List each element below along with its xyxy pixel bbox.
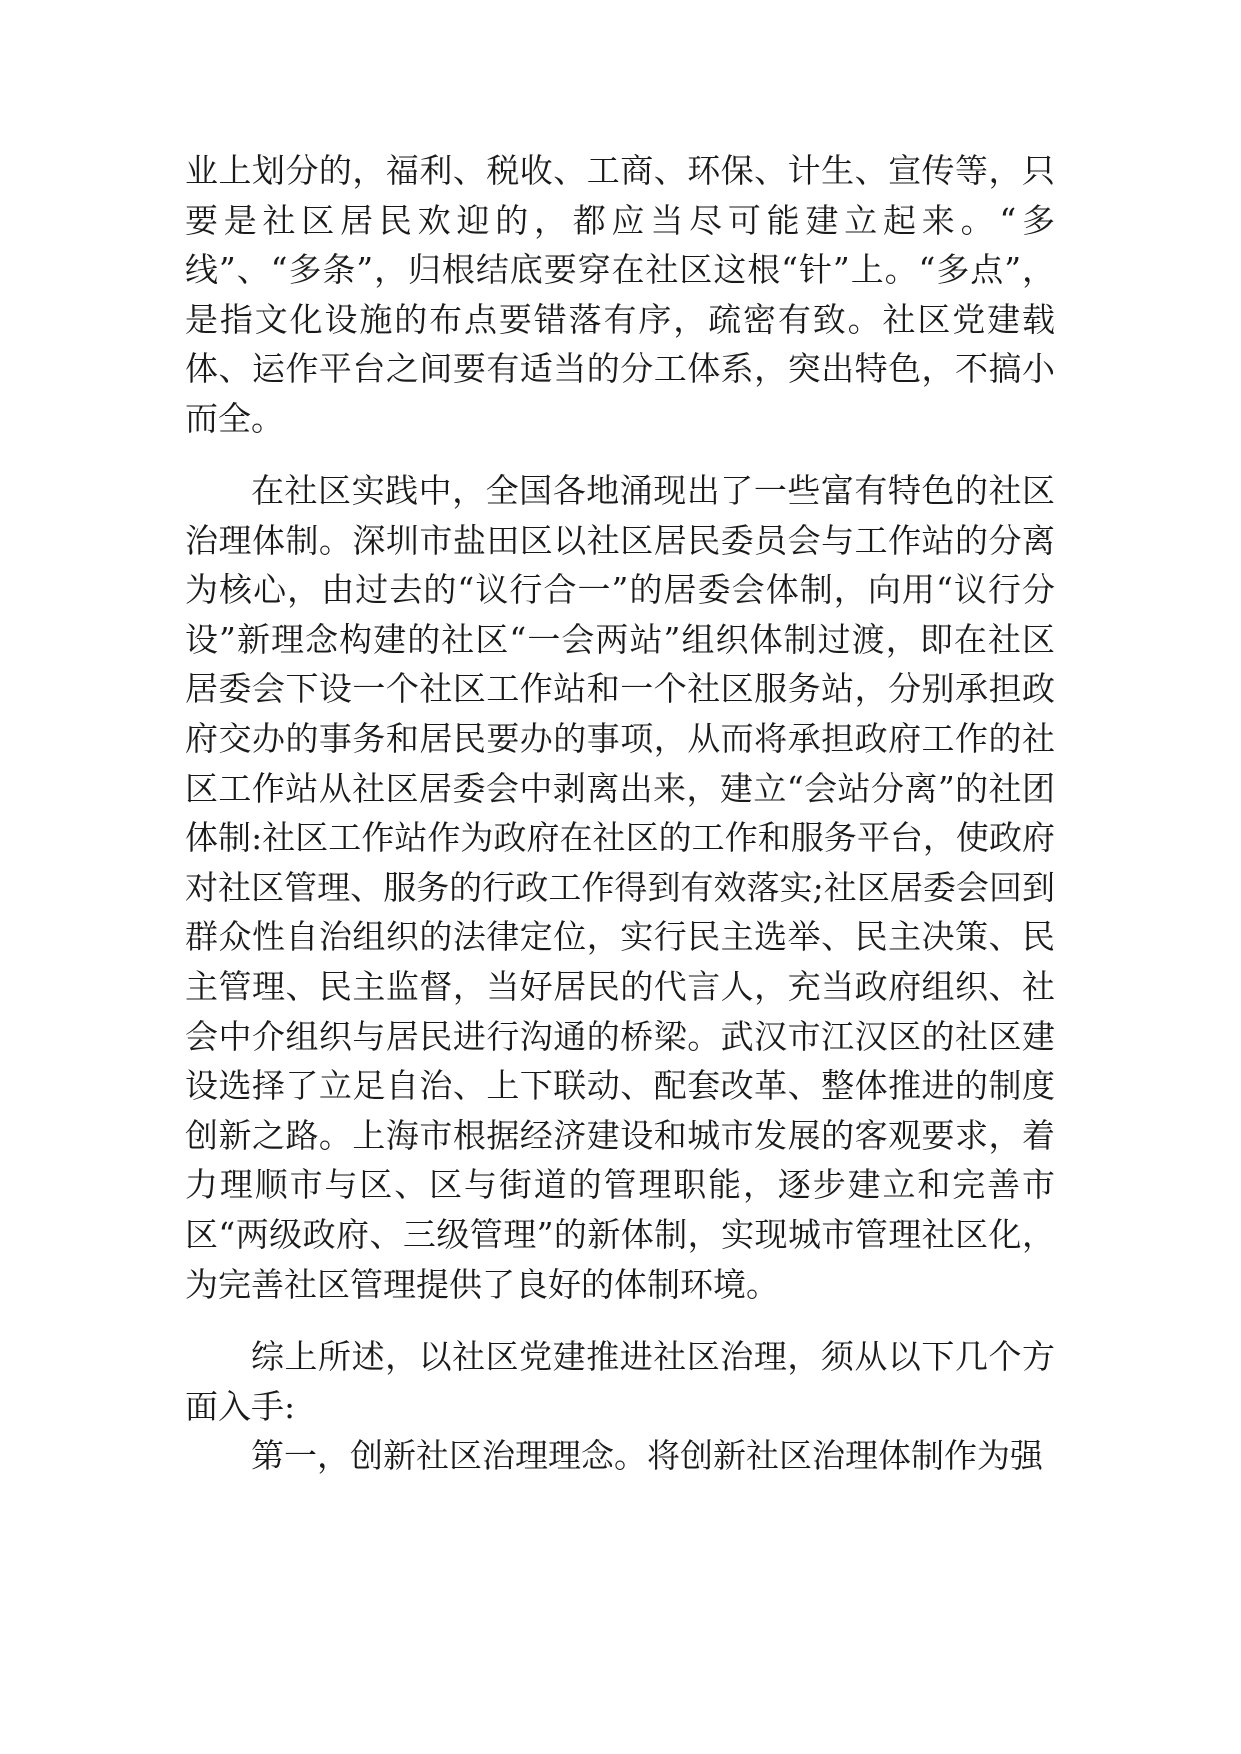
paragraph-block-1 bbox=[185, 146, 1055, 444]
paragraph-4: 第一，创新社区治理理念。将创新社区治理体制作为强 bbox=[251, 1436, 1043, 1476]
paragraph-1: 业上划分的，福利、税收、工商、环保、计生、宣传等，只要是社区居民欢迎的，都应当尽可能建立起来。“多线”、“多条”，归根结底要穿在社区这根“针”上。“多点”，是指文化设施的布点要错落有序，疏密有致。社区党建载体、运作平台之间要有适当的分工体系，突出特色，不搞小而全。 bbox=[185, 151, 1055, 438]
paragraph-block-2 bbox=[185, 466, 1055, 1309]
paragraph-2: 在社区实践中，全国各地涌现出了一些富有特色的社区治理体制。深圳市盐田区以社区居民委员会与工作站的分离为核心，由过去的“议行合一”的居委会体制，向用“议行分设”新理念构建的社区“一会两站”组织体制过渡，即在社区居委会下设一个社区工作站和一个社区服务站，分别承担政府交办的事务和居民要办的事项，从而将承担政府工作的社区工作站从社区居委会中剥离出来，建立“会站分离”的社团体制:社区工作站作为政府在社区的工作和服务平台，使政府对社区管理、服务的行政工作得到有效落实;社区居委会回到群众性自治组织的法律定位，实行民主选举、民主决策、民主管理、民主监督，当好居民的代言人，充当政府组织、社会中介组织与居民进行沟通的桥梁。武汉市江汉区的社区建设选择了立足自治、上下联动、配套改革、整体推进的制度创新之路。上海市根据经济建设和城市发展的客观要求，着力理顺市与区、区与街道的管理职能，逐步建立和完善市区“两级政府、三级管理”的新体制，实现城市管理社区化，为完善社区管理提供了良好的体制环境。 bbox=[185, 471, 1055, 1304]
paragraph-3: 综上所述，以社区党建推进社区治理，须从以下几个方面入手: bbox=[185, 1337, 1055, 1426]
paragraph-block-3 bbox=[185, 1332, 1055, 1481]
